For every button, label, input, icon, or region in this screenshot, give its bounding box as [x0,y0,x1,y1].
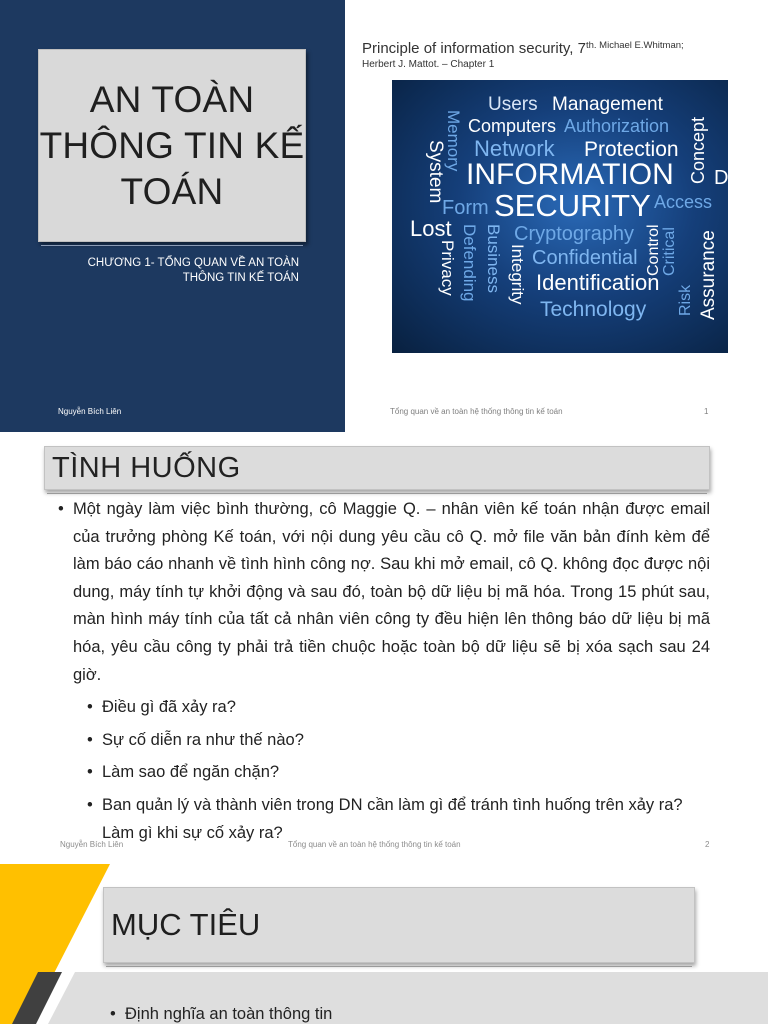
word-confidential: Confidential [532,247,638,269]
title-box [44,446,710,490]
word-computers: Computers [468,116,557,136]
slide-subtitle [39,256,299,286]
word-authorization: Authorization [564,116,670,136]
slide-footer: Tổng quan về an toàn hệ thống thông tin kế toán [390,407,563,416]
question-item: • Ban quản lý và thành viên trong DN cần làm gì để tránh tình huống trên xảy ra? Làm gì khi sự cố xảy ra? [87,792,710,847]
reference-superscript [586,40,684,51]
word-defending: Defending [460,224,479,302]
title-line: AN TOÀN [89,78,255,120]
subtitle-line: THÔNG TIN KẾ TOÁN [182,272,299,284]
word-identification: Identification [536,270,660,295]
slide-title: MỤC TIÊU [111,907,261,942]
word-concept: Concept [688,116,708,184]
superscript-text: th. [585,40,597,51]
slide-2 [0,432,768,864]
word-information: INFORMATION [466,158,674,191]
word-cryptography: Cryptography [514,223,635,245]
word-system: System [425,140,446,204]
author-name: Nguyễn Bích Liên [60,840,124,849]
scenario-paragraph: • Một ngày làm việc bình thường, cô Maggie Q. – nhân viên kế toán nhận được email của trưởng phòng Kế toán, với nội dung yêu cầu cô Q. mở file văn bản đính kèm để làm báo cáo nhanh về tình hình công nợ. Sau khi mở email, cô Q. không đọc được nội dung, máy tính tự khởi động và sau đó, toàn bộ dữ liệu bị mã hóa. Trong 15 phút sau, màn hình máy tính của tất cả nhân viên công ty đều hiện lên thông báo dữ liệu bị mã hóa, yêu cầu công ty phải trả tiền chuộc hoặc toàn bộ dữ liệu sẽ bị xóa sạch sau 24 giờ. [58,496,710,689]
reference-title: Principle of information security, 7 [362,40,586,57]
word-management: Management [552,94,663,115]
question-item: • Làm sao để ngăn chặn? [87,759,710,787]
reference-line2: Herbert J. Mattot. – Chapter 1 [362,59,495,70]
word-form: Form [442,197,489,219]
title-line: TOÁN [120,170,224,212]
objective-item: • Định nghĩa an toàn thông tin [110,1005,332,1024]
word-business: Business [484,224,503,293]
slide-title [40,77,305,215]
question-item: • Sự cố diễn ra như thế nào? [87,727,710,755]
title-panel [0,0,345,432]
title-box [38,49,306,242]
slide-1 [0,0,768,432]
word-control: Control [645,224,662,276]
word-protection: Protection [584,138,679,161]
slide-body [58,496,710,847]
word-memory: Memory [444,110,463,172]
word-critical: Critical [661,227,678,276]
word-security: SECURITY [494,188,651,223]
word-access: Access [654,192,713,212]
author-name: Nguyễn Bích Liên [58,407,122,416]
slide-footer: Tổng quan về an toàn hệ thống thông tin kế toán [288,840,461,849]
slide-3 [0,864,768,1024]
word-network: Network [474,136,555,161]
slide-title: TÌNH HUỐNG [52,451,241,484]
word-assurance: Assurance [698,230,719,320]
title-line: THÔNG TIN KẾ [39,124,305,166]
word-d: D [714,167,728,189]
question-item: • Điều gì đã xảy ra? [87,694,710,722]
reference-authors: Michael E.Whitman; [596,40,684,51]
word-integrity: Integrity [508,244,527,305]
word-technology: Technology [540,298,647,321]
security-word-cloud-image [392,80,728,353]
page-number: 1 [704,407,709,416]
word-privacy: Privacy [438,240,457,296]
word-lost: Lost [410,216,452,241]
word-users: Users [488,94,538,115]
book-reference [362,40,758,70]
subtitle-line: CHƯƠNG 1- TỔNG QUAN VỀ AN TOÀN [87,257,299,269]
title-box [103,887,695,963]
word-risk: Risk [677,284,694,316]
page-number: 2 [705,840,710,849]
